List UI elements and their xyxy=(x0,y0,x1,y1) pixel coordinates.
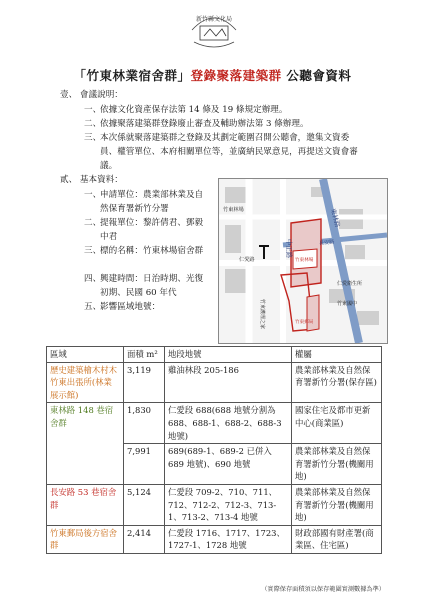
owner-cell: 國家住宅及都市更新中心(商業區) xyxy=(292,403,382,444)
owner-cell: 農業部林業及自然保育署新竹分署(機關用地) xyxy=(292,444,382,485)
item-text: 依據聚落建築群登錄廢止審查及輔助辦法第 3 條辦理。 xyxy=(100,119,309,129)
item-text: 依據文化資產保存法第 14 條及 19 條規定辦理。 xyxy=(100,105,288,115)
item-number: 三、 xyxy=(84,133,102,143)
map-label-road-north: 竹東林場 xyxy=(223,207,244,213)
title-suffix: 公聽會資料 xyxy=(281,68,352,83)
map-label-church: 仁愛衛生所 xyxy=(337,281,363,287)
owner-cell: 農業部林業及自然保育署新竹分署(保存區) xyxy=(292,362,382,403)
map-label-donglin: 東林路 xyxy=(329,207,342,229)
section2-item-4 xyxy=(84,272,214,300)
svg-text:新竹縣文化局: 新竹縣文化局 xyxy=(195,16,233,23)
table-row xyxy=(47,362,382,403)
area-cell: 7,991 xyxy=(124,444,165,485)
table-row xyxy=(47,525,382,553)
table-header: 地段地號 xyxy=(165,347,292,363)
map-label-temple: 竹東護理之家 xyxy=(259,299,265,330)
map-label-renai: 仁愛路 xyxy=(239,257,255,263)
map-label-lumber: 竹東林場 xyxy=(295,258,314,263)
table-header-row xyxy=(47,347,382,363)
item-number: 二、 xyxy=(84,119,102,129)
footnote: （實際保存面積須以保存範圍實測數據為準） xyxy=(261,586,385,593)
section1-item-3 xyxy=(84,131,370,173)
item-number: 二、 xyxy=(84,218,102,228)
region-cell: 東林路 148 巷宿舍群 xyxy=(47,403,124,485)
item-text: 提報單位：黎許倩君、鄧毅中君 xyxy=(100,218,204,242)
item-text: 申請單位：農業部林業及自然保育署新竹分署 xyxy=(100,190,204,214)
item-number: 五、 xyxy=(84,302,102,312)
item-number: 四、 xyxy=(84,274,102,284)
table-row xyxy=(47,403,382,444)
region-cell: 歷史建築檜木村木竹東出張所(林業展示館) xyxy=(47,362,124,403)
lot-cell: 仁愛段 1716、1717、1723、1727-1、1728 地號 xyxy=(165,525,292,553)
table-header: 面積 m² xyxy=(124,347,165,363)
owner-cell: 農業部林業及自然保育署新竹分署(機關用地) xyxy=(292,484,382,525)
seal-logo xyxy=(186,8,242,52)
map-label-school: 竹東國中 xyxy=(337,301,358,307)
item-number: 三、 xyxy=(84,246,102,256)
region-cell: 長安路 53 巷宿舍群 xyxy=(47,484,124,525)
table-header: 區域 xyxy=(47,347,124,363)
lot-cell: 689(689-1、689-2 已併入 689 地號)、690 地號 xyxy=(165,444,292,485)
item-text: 標的名稱：竹東林場宿舍群 xyxy=(100,246,204,256)
section2-heading: 貳、 基本資料： xyxy=(60,175,123,185)
item-text: 影響區域地號： xyxy=(100,302,161,312)
item-text: 本次係就聚落建築群之登錄及其劃定範圍召開公聽會，邀集文資委員、權管單位、本府相關單位等，並廣納民眾意見，再提送文資會審議。 xyxy=(100,133,358,171)
section2-item-3 xyxy=(84,244,214,272)
map-label-zhongzheng: 中正路 xyxy=(285,239,293,259)
region-cell: 竹東郵局後方宿舍群 xyxy=(47,525,124,553)
title-prefix: 「竹東林業宿舍群」 xyxy=(73,68,191,83)
lot-cell: 仁愛段 709-2、710、711、712、712-2、712-3、713-1、713-2、713-4 地號 xyxy=(165,484,292,525)
map-label-station: 竹東郵局 xyxy=(295,320,314,325)
section1-heading: 壹、 會議說明： xyxy=(60,90,123,100)
lot-cell: 雞油林段 205-186 xyxy=(165,362,292,403)
section2-item-2 xyxy=(84,216,214,244)
area-cell: 3,119 xyxy=(124,362,165,403)
area-cell: 1,830 xyxy=(124,403,165,444)
owner-cell: 財政部國有財產署(商業區、住宅區) xyxy=(292,525,382,553)
land-lot-table xyxy=(46,346,382,554)
lot-cell: 仁愛段 688(688 地號分割為 688、688-1、688-2、688-3 地號) xyxy=(165,403,292,444)
site-map xyxy=(218,178,388,344)
area-cell: 2,414 xyxy=(124,525,165,553)
item-number: 一、 xyxy=(84,105,102,115)
map-label-changan: 長安路 xyxy=(318,239,335,247)
table-row xyxy=(47,484,382,525)
page-title xyxy=(0,66,425,84)
title-red-part: 登錄聚落建築群 xyxy=(190,68,282,83)
item-number: 一、 xyxy=(84,190,102,200)
area-cell: 5,124 xyxy=(124,484,165,525)
item-text: 興建時間：日治時期、光復初期、民國 60 年代 xyxy=(100,274,204,298)
section2-item-1 xyxy=(84,188,214,216)
table-header: 權屬 xyxy=(292,347,382,363)
